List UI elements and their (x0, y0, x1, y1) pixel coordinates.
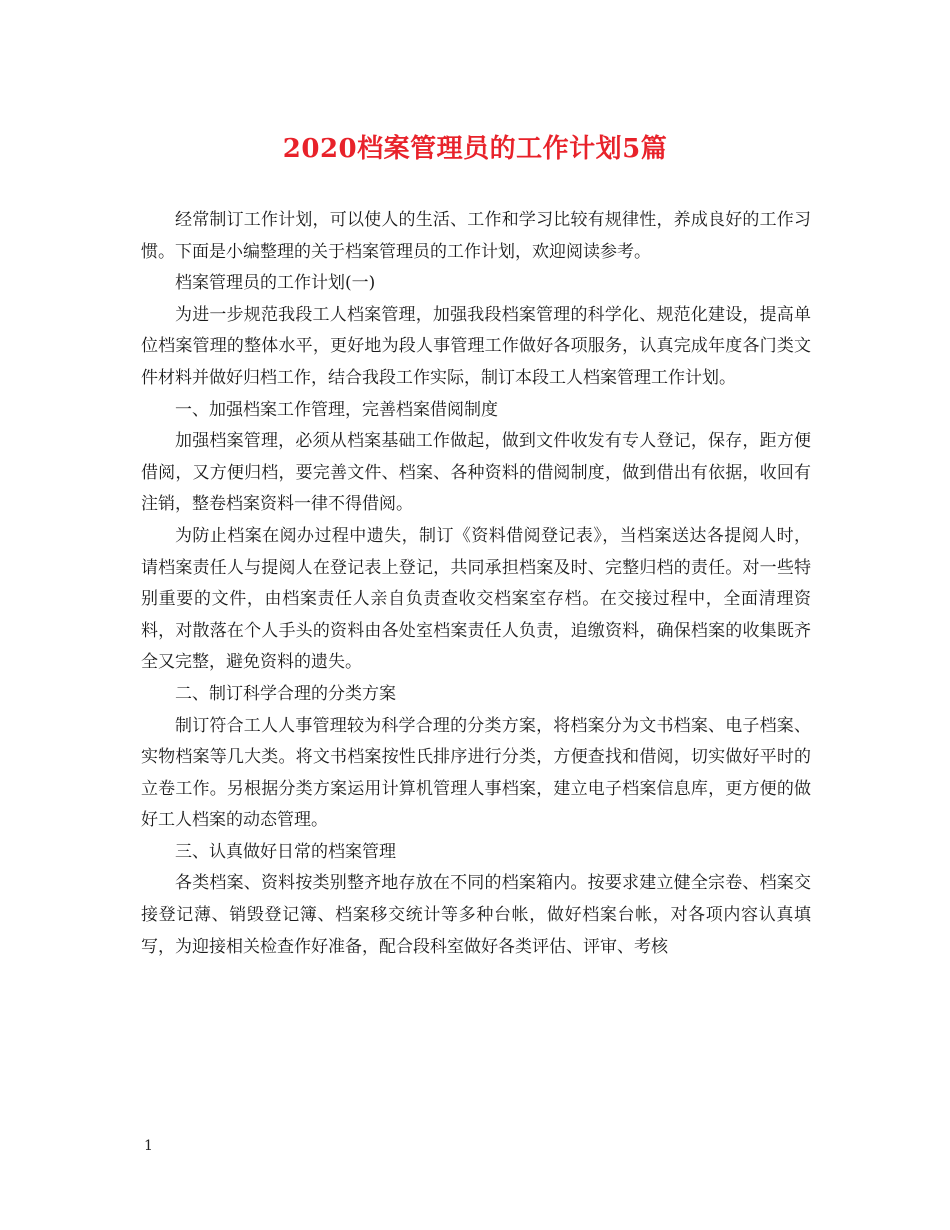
page-number: 1 (144, 1138, 153, 1154)
intro-paragraph: 经常制订工作计划，可以使人的生活、工作和学习比较有规律性，养成良好的工作习惯。下面是小编整理的关于档案管理员的工作计划，欢迎阅读参考。 (141, 210, 811, 262)
section-heading-2: 二、制订科学合理的分类方案 (175, 683, 396, 704)
section-heading-1: 一、加强档案工作管理，完善档案借阅制度 (175, 399, 498, 420)
body-paragraph: 为进一步规范我段工人档案管理，加强我段档案管理的科学化、规范化建设，提高单位档案管理的整体水平，更好地为段人事管理工作做好各项服务，认真完成年度各门类文件材料并做好归档工作，结合我段工作实际，制订本段工人档案管理工作计划。 (141, 304, 811, 388)
body-paragraph: 加强档案管理，必须从档案基础工作做起，做到文件收发有专人登记，保存，距方便借阅，又方便归档，要完善文件、档案、各种资料的借阅制度，做到借出有依据，收回有注销，整卷档案资料一律不得借阅。 (141, 431, 811, 515)
page-title: 2020档案管理员的工作计划5篇 (282, 134, 668, 164)
body-paragraph: 各类档案、资料按类别整齐地存放在不同的档案箱内。按要求建立健全宗卷、档案交接登记薄、销毁登记簿、档案移交统计等多种台帐，做好档案台帐，对各项内容认真填写，为迎接相关检查作好准备，配合段科室做好各类评估、评审、考核 (141, 873, 811, 957)
body-paragraph: 制订符合工人人事管理较为科学合理的分类方案，将档案分为文书档案、电子档案、实物档案等几大类。将文书档案按性氏排序进行分类，方便查找和借阅，切实做好平时的立卷工作。另根据分类方案运用计算机管理人事档案，建立电子档案信息库，更方便的做好工人档案的动态管理。 (141, 715, 811, 831)
body-paragraph: 为防止档案在阅办过程中遗失，制订《资料借阅登记表》，当档案送达各提阅人时，请档案责任人与提阅人在登记表上登记，共同承担档案及时、完整归档的责任。对一些特别重要的文件，由档案责任人亲自负责查收交档案室存档。在交接过程中，全面清理资料，对散落在个人手头的资料由各处室档案责任人负责，追缴资料，确保档案的收集既齐全又完整，避免资料的遗失。 (141, 525, 811, 673)
plan-heading: 档案管理员的工作计划(一) (175, 273, 376, 294)
section-heading-3: 三、认真做好日常的档案管理 (175, 841, 396, 862)
document-body (141, 205, 811, 963)
